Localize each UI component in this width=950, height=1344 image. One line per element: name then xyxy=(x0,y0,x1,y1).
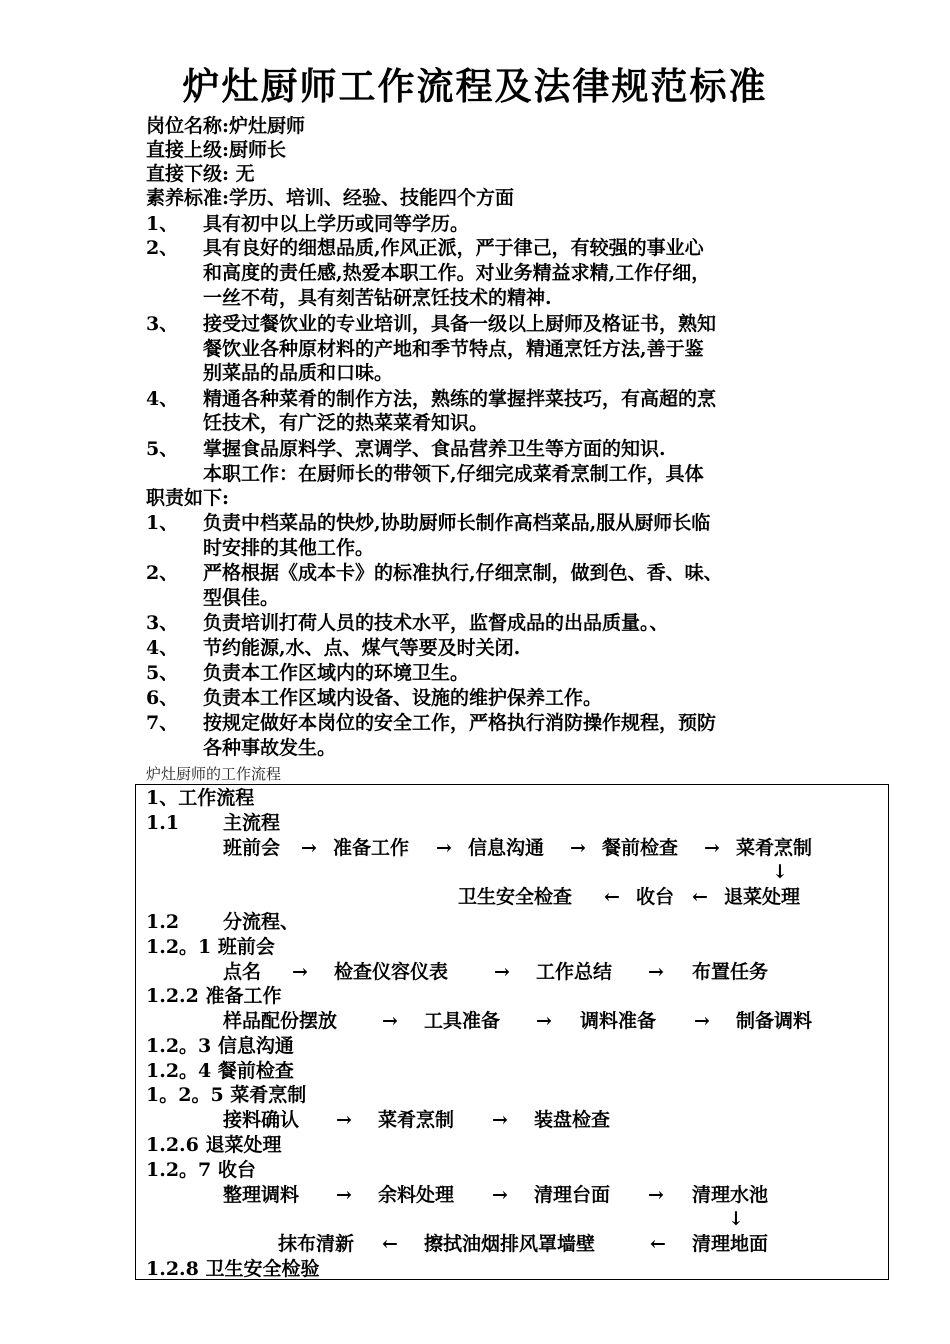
duty-number: 5、 xyxy=(146,662,179,684)
qualification-line: 别菜品的品质和口味。 xyxy=(203,362,394,384)
qualification-line: 精通各种菜肴的制作方法，熟练的掌握拌菜技巧，有高超的烹 xyxy=(203,388,717,410)
duty-line: 负责本工作区域内的环境卫生。 xyxy=(203,662,470,684)
flow-step: 菜肴烹制 xyxy=(378,1109,455,1131)
flow-step: 制备调料 xyxy=(736,1010,813,1032)
subsection-title: 1.2.2 准备工作 xyxy=(146,985,282,1007)
section-label: 主流程 xyxy=(223,812,281,834)
duty-line: 型俱佳。 xyxy=(203,587,280,609)
arrow-right-icon: → xyxy=(704,837,720,859)
flow-step: 样品配份摆放 xyxy=(223,1010,338,1032)
duty-line: 负责本工作区域内设备、设施的维护保养工作。 xyxy=(203,687,603,709)
duty-number: 4、 xyxy=(146,637,179,659)
duty-number: 7、 xyxy=(146,712,179,734)
direct-subordinate: 直接下级: 无 xyxy=(146,163,255,185)
flow-step: 抹布清新 xyxy=(278,1233,355,1255)
position-name: 岗位名称:炉灶厨师 xyxy=(146,115,306,137)
arrow-left-icon: ← xyxy=(604,886,620,908)
arrow-left-icon: ← xyxy=(692,886,708,908)
flow-step: 接料确认 xyxy=(223,1109,300,1131)
qualification-line: 具有良好的细想品质,作风正派，严于律己，有较强的事业心 xyxy=(203,237,704,259)
arrow-right-icon: → xyxy=(336,1109,352,1131)
subsection-title: 1.2.8 卫生安全检验 xyxy=(146,1258,320,1280)
arrow-right-icon: → xyxy=(292,961,308,983)
arrow-right-icon: → xyxy=(536,1010,552,1032)
flow-step: 擦拭油烟排风罩墙壁 xyxy=(424,1233,596,1255)
duty-number: 1、 xyxy=(146,512,179,534)
flow-step: 整理调料 xyxy=(223,1184,300,1206)
qualification-line: 和高度的责任感,热爱本职工作。对业务精益求精,工作仔细， xyxy=(203,262,711,284)
arrow-right-icon: → xyxy=(648,961,664,983)
qualification-number: 1、 xyxy=(146,213,179,235)
arrow-right-icon: → xyxy=(382,1010,398,1032)
qualification-line: 具有初中以上学历或同等学历。 xyxy=(203,213,470,235)
qualification-line: 饪技术，有广泛的热菜菜肴知识。 xyxy=(203,412,489,434)
arrow-right-icon: → xyxy=(570,837,586,859)
flow-step: 准备工作 xyxy=(333,837,410,859)
flow-step: 退菜处理 xyxy=(724,886,801,908)
duty-intro-continued: 职责如下: xyxy=(146,487,230,509)
flow-step: 检查仪容仪表 xyxy=(334,961,449,983)
arrow-right-icon: → xyxy=(648,1184,664,1206)
flow-step: 餐前检查 xyxy=(602,837,679,859)
qualification-number: 4、 xyxy=(146,388,179,410)
duty-line: 负责培训打荷人员的技术水平，监督成品的出品质量。、 xyxy=(203,612,669,634)
arrow-down-icon: ↓ xyxy=(728,1208,744,1230)
arrow-right-icon: → xyxy=(492,1184,508,1206)
duty-line: 节约能源,水、点、煤气等要及时关闭. xyxy=(203,637,521,659)
arrow-right-icon: → xyxy=(492,1109,508,1131)
arrow-left-icon: ← xyxy=(650,1233,666,1255)
duty-number: 2、 xyxy=(146,562,179,584)
flow-step: 布置任务 xyxy=(692,961,769,983)
section-number: 1.1 xyxy=(146,812,180,834)
flow-step: 余料处理 xyxy=(378,1184,455,1206)
duty-intro: 本职工作：在厨师长的带领下,仔细完成菜肴烹制工作，具体 xyxy=(203,463,704,485)
flow-step: 信息沟通 xyxy=(468,837,545,859)
subsection-title: 1.2。3 信息沟通 xyxy=(146,1035,294,1057)
flow-step: 班前会 xyxy=(223,837,281,859)
arrow-right-icon: → xyxy=(336,1184,352,1206)
subsection-title: 1.2。1 班前会 xyxy=(146,936,275,958)
duty-line: 严格根据《成本卡》的标准执行,仔细烹制，做到色、香、味、 xyxy=(203,562,723,584)
qualification-number: 2、 xyxy=(146,237,179,259)
arrow-right-icon: → xyxy=(436,837,452,859)
flow-step: 装盘检查 xyxy=(534,1109,611,1131)
flow-step: 调料准备 xyxy=(580,1010,657,1032)
arrow-right-icon: → xyxy=(694,1010,710,1032)
quality-standard: 素养标准:学历、培训、经验、技能四个方面 xyxy=(146,187,515,209)
arrow-right-icon: → xyxy=(301,837,317,859)
section-number: 1.2 xyxy=(146,911,180,933)
subsection-title: 1.2。7 收台 xyxy=(146,1159,256,1181)
arrow-down-icon: ↓ xyxy=(772,861,788,883)
duty-line: 各种事故发生。 xyxy=(203,737,337,759)
flow-step: 清理地面 xyxy=(692,1233,769,1255)
qualification-line: 一丝不苟，具有刻苦钻研烹饪技术的精神. xyxy=(203,287,552,309)
workflow-heading: 1、工作流程 xyxy=(146,787,255,809)
flow-step: 工具准备 xyxy=(424,1010,501,1032)
flow-step: 收台 xyxy=(636,886,675,908)
duty-line: 负责中档菜品的快炒,协助厨师长制作高档菜品,服从厨师长临 xyxy=(203,512,711,534)
page-title: 炉灶厨师工作流程及法律规范标准 xyxy=(182,64,768,108)
subsection-title: 1.2.6 退菜处理 xyxy=(146,1134,282,1156)
duty-line: 时安排的其他工作。 xyxy=(203,537,375,559)
subsection-title: 1.2。4 餐前检查 xyxy=(146,1060,294,1082)
qualification-number: 5、 xyxy=(146,438,179,460)
flow-step: 清理水池 xyxy=(692,1184,769,1206)
flow-step: 菜肴烹制 xyxy=(736,837,813,859)
flow-step: 清理台面 xyxy=(534,1184,611,1206)
section-label: 分流程、 xyxy=(223,911,300,933)
duty-number: 3、 xyxy=(146,612,179,634)
duty-line: 按规定做好本岗位的安全工作，严格执行消防操作规程，预防 xyxy=(203,712,717,734)
flow-step: 工作总结 xyxy=(536,961,613,983)
flow-step: 卫生安全检查 xyxy=(458,886,573,908)
flow-step: 点名 xyxy=(223,961,262,983)
qualification-line: 餐饮业各种原材料的产地和季节特点，精通烹饪方法,善于鉴 xyxy=(203,338,704,360)
direct-superior: 直接上级:厨师长 xyxy=(146,139,287,161)
workflow-box xyxy=(135,784,889,1280)
qualification-line: 接受过餐饮业的专业培训，具备一级以上厨师及格证书，熟知 xyxy=(203,313,717,335)
workflow-caption: 炉灶厨师的工作流程 xyxy=(146,765,282,783)
qualification-line: 掌握食品原料学、烹调学、食品营养卫生等方面的知识. xyxy=(203,438,666,460)
arrow-left-icon: ← xyxy=(382,1233,398,1255)
qualification-number: 3、 xyxy=(146,313,179,335)
subsection-title: 1。2。5 菜肴烹制 xyxy=(146,1084,307,1106)
arrow-right-icon: → xyxy=(494,961,510,983)
duty-number: 6、 xyxy=(146,687,179,709)
